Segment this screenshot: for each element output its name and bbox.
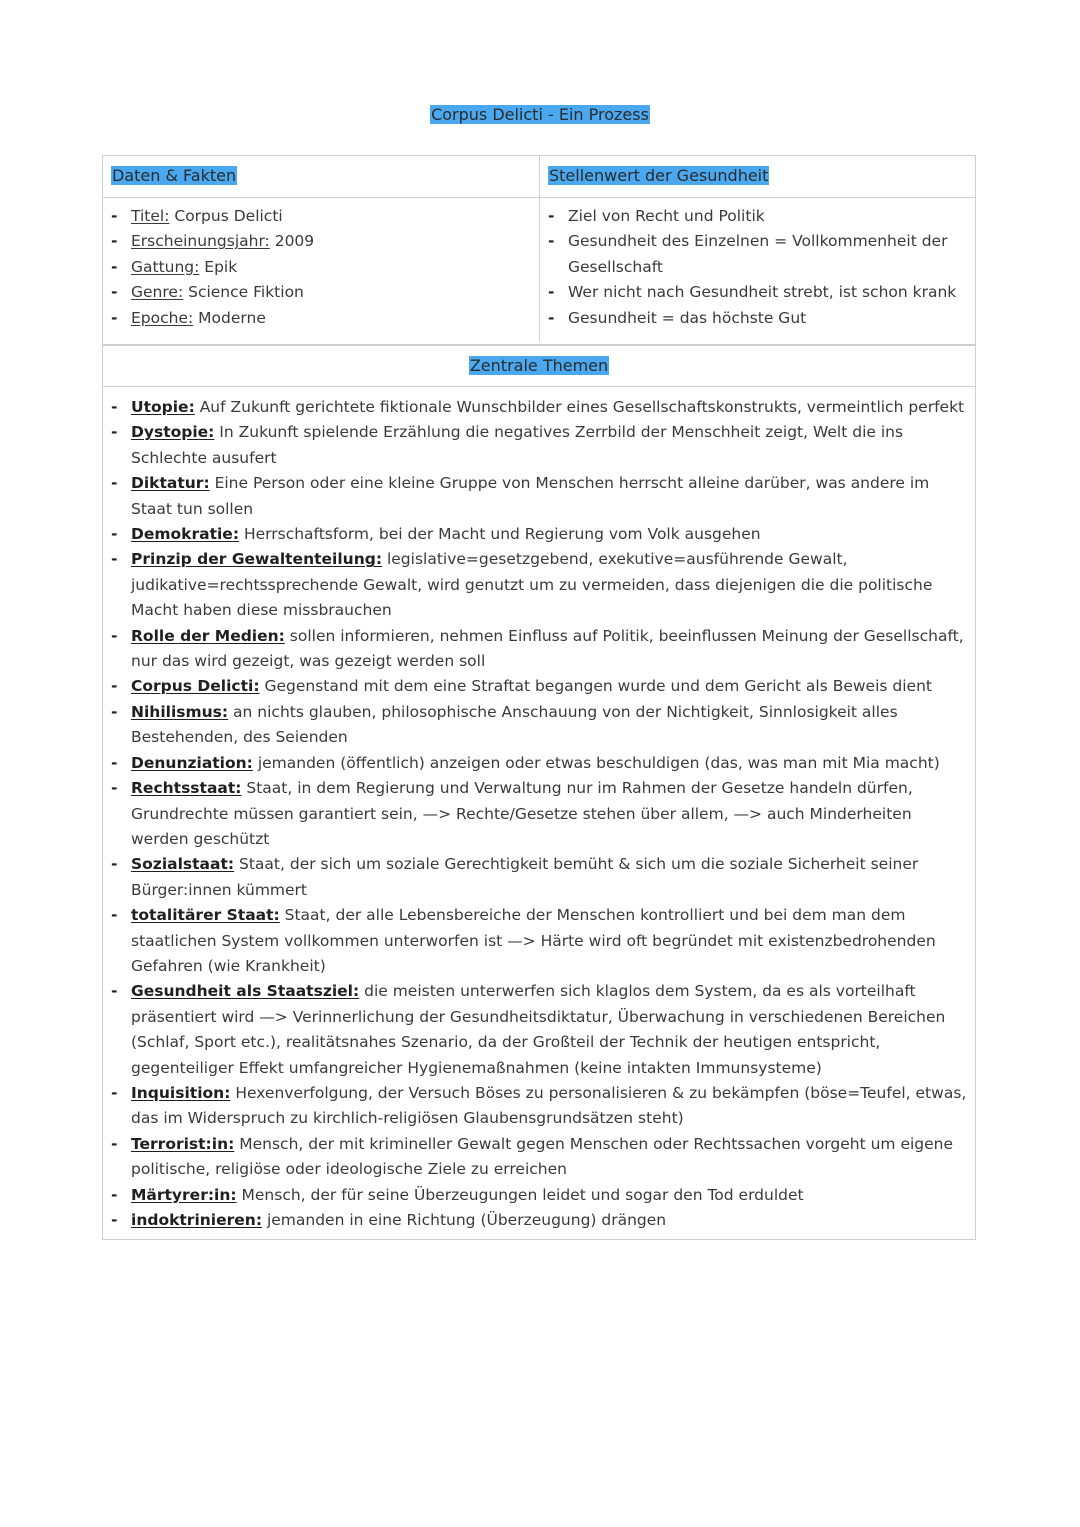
facts-label: Gattung:: [131, 257, 200, 276]
document-title: Corpus Delicti - Ein Prozess: [431, 105, 649, 124]
theme-text: sollen informieren, nehmen Einfluss auf Politik, beeinflussen Meinung der Gesellschaft, nur das wird gezeigt, was gezeigt werden soll: [131, 626, 964, 671]
health-list: [548, 204, 967, 331]
theme-term: Gesundheit als Staatsziel:: [131, 982, 360, 1001]
health-item: - Wer nicht nach Gesundheit strebt, ist schon krank: [548, 280, 967, 305]
facts-item: [111, 306, 531, 331]
theme-term: Diktatur:: [131, 474, 210, 493]
theme-item: [111, 979, 967, 1081]
top-row-body: [103, 198, 975, 341]
theme-text: Staat, der alle Lebensbereiche der Menschen kontrolliert und bei dem man dem staatlichen System vollkommen unterworfen ist —> Härte wird oft begründet mit existenzbedrohenden Gefahren (wie Krankheit): [131, 906, 936, 975]
theme-text: Staat, in dem Regierung und Verwaltung nur im Rahmen der Gesetze handeln dürfen, Grundrechte müssen garantiert sein, —> Rechte/Gesetze stehen über allem, —> auch Minderheiten werden geschützt: [131, 779, 913, 848]
theme-item: [111, 751, 967, 776]
facts-header-cell: [103, 156, 539, 198]
theme-item: [111, 1081, 967, 1132]
facts-heading: Daten & Fakten: [112, 166, 237, 185]
health-heading: Stellenwert der Gesundheit: [549, 166, 769, 185]
notes-table: [102, 155, 976, 1240]
theme-term: Denunziation:: [131, 753, 253, 772]
theme-item: [111, 776, 967, 852]
theme-item: [111, 522, 967, 547]
theme-term: Dystopie:: [131, 423, 215, 442]
theme-term: Demokratie:: [131, 525, 240, 544]
themes-cell: [103, 387, 975, 1239]
theme-item: [111, 471, 967, 522]
theme-item: [111, 1183, 967, 1208]
theme-text: Eine Person oder eine kleine Gruppe von Menschen herrscht alleine darüber, was andere im Staat tun sollen: [131, 474, 930, 518]
theme-term: Corpus Delicti:: [131, 677, 260, 696]
facts-value: Epik: [199, 257, 238, 276]
facts-value: 2009: [269, 232, 315, 251]
theme-text: Mensch, der für seine Überzeugungen leidet und sogar den Tod erduldet: [236, 1185, 804, 1204]
health-cell: [539, 198, 975, 341]
theme-text: Auf Zukunft gerichtete fiktionale Wunschbilder eines Gesellschaftskonstrukts, vermeintlich perfekt: [194, 398, 965, 416]
theme-text: Mensch, der mit krimineller Gewalt gegen Menschen oder Rechtssachen vorgeht um eigene politische, religiöse oder ideologische Ziele zu erreichen: [131, 1134, 954, 1179]
theme-text: legislative=gesetzgebend, exekutive=ausführende Gewalt, judikative=rechtssprechende Gewalt, wird genutzt um zu vermeiden, dass diejenigen die die politische Macht haben diese missbrauchen: [131, 550, 933, 620]
facts-cell: [103, 198, 539, 341]
theme-text: jemanden in eine Richtung (Überzeugung) drängen: [262, 1211, 667, 1229]
theme-text: Staat, der sich um soziale Gerechtigkeit bemüht & sich um die soziale Sicherheit seiner Bürger:innen kümmert: [131, 855, 919, 899]
theme-term: Utopie:: [131, 398, 195, 416]
theme-term: indoktrinieren:: [131, 1211, 263, 1229]
theme-term: Sozialstaat:: [131, 855, 235, 874]
facts-label: Genre:: [131, 283, 184, 302]
theme-text: jemanden (öffentlich) anzeigen oder etwas beschuldigen (das, was man mit Mia macht): [252, 753, 940, 772]
themes-header-cell: [103, 345, 975, 387]
theme-item: [111, 395, 967, 420]
theme-text: In Zukunft spielende Erzählung die negatives Zerrbild der Menschheit zeigt, Welt die ins Schlechte ausufert: [131, 423, 904, 467]
facts-label: Titel:: [131, 207, 170, 225]
facts-value: Corpus Delicti: [169, 207, 283, 225]
themes-heading: Zentrale Themen: [469, 356, 609, 375]
theme-item: [111, 547, 967, 623]
health-item: - Gesundheit = das höchste Gut: [548, 306, 967, 331]
health-item: - Ziel von Recht und Politik: [548, 204, 967, 229]
theme-term: Rechtsstaat:: [131, 779, 242, 798]
theme-term: Rolle der Medien:: [131, 626, 285, 645]
facts-value: Moderne: [193, 308, 266, 327]
facts-value: Science Fiktion: [183, 283, 304, 302]
theme-item: [111, 852, 967, 903]
facts-label: Erscheinungsjahr:: [131, 232, 270, 251]
top-row-headers: [103, 156, 975, 198]
theme-item: [111, 674, 967, 699]
facts-label: Epoche:: [131, 308, 194, 327]
theme-term: Märtyrer:in:: [131, 1185, 237, 1204]
theme-item: [111, 1208, 967, 1233]
theme-item: [111, 624, 967, 675]
theme-text: die meisten unterwerfen sich klaglos dem System, da es als vorteilhaft präsentiert wird —> Verinnerlichung der Gesundheitsdiktatur, Überwachung in verschiedenen Bereichen (Schlaf, Sport etc.), realitätsnahes Szenario, da der Großteil der Technik der heutigen entspricht, gegenteiliger Effekt umfangreicher Hygienemaßnahmen (keine intakten Immunsysteme): [131, 982, 946, 1077]
health-header-cell: [539, 156, 975, 198]
document-title-wrap: [0, 103, 1080, 127]
theme-text: an nichts glauben, philosophische Anschauung von der Nichtigkeit, Sinnlosigkeit alles Bestehenden, des Seienden: [131, 702, 898, 747]
theme-term: Prinzip der Gewaltenteilung:: [131, 550, 383, 569]
theme-item: [111, 420, 967, 471]
facts-item: [111, 280, 531, 305]
theme-text: Hexenverfolgung, der Versuch Böses zu personalisieren & zu bekämpfen (böse=Teufel, etwas, das im Widerspruch zu kirchlich-religiösen Glaubensgrundsätzen steht): [131, 1083, 967, 1128]
theme-term: Nihilismus:: [131, 702, 229, 721]
facts-item: [111, 204, 531, 229]
theme-item: [111, 700, 967, 751]
theme-term: totalitärer Staat:: [131, 906, 280, 925]
facts-item: [111, 255, 531, 280]
facts-list: [111, 204, 531, 331]
facts-item: [111, 229, 531, 254]
theme-term: Terrorist:in:: [131, 1134, 235, 1153]
theme-text: Herrschaftsform, bei der Macht und Regierung vom Volk ausgehen: [239, 525, 761, 544]
theme-text: Gegenstand mit dem eine Straftat begangen wurde und dem Gericht als Beweis dient: [259, 677, 932, 696]
theme-item: [111, 1132, 967, 1183]
theme-item: [111, 903, 967, 979]
health-item: - Gesundheit des Einzelnen = Vollkommenheit der Gesellschaft: [548, 229, 967, 280]
theme-term: Inquisition:: [131, 1083, 231, 1102]
themes-list: [111, 395, 967, 1233]
